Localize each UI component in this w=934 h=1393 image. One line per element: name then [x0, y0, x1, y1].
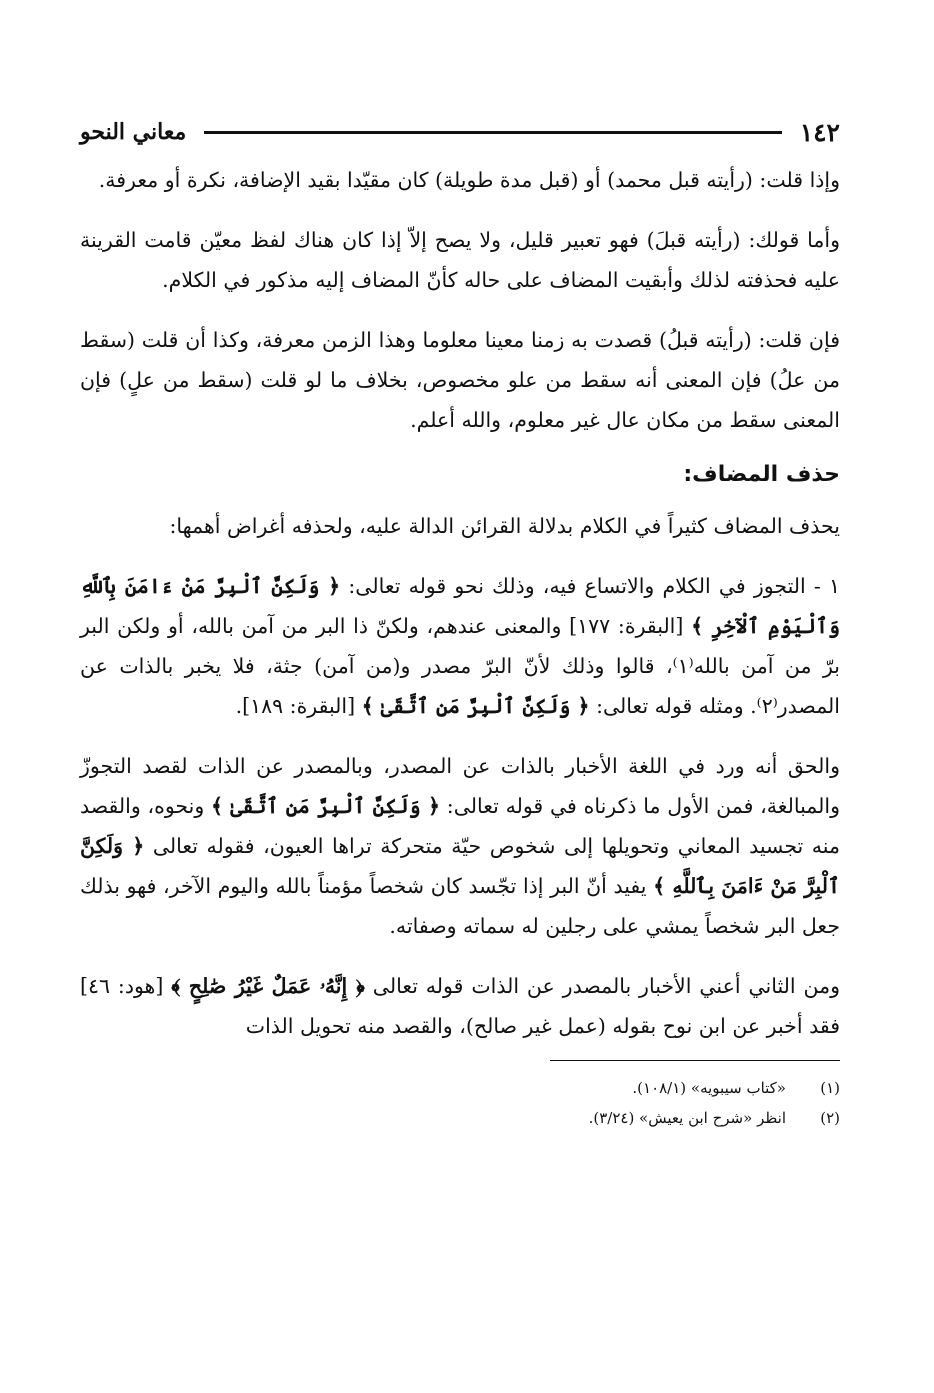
paragraph-second [80, 966, 840, 1046]
page-header [80, 112, 840, 152]
quran-verse-2: ﴿ وَلَكِنَّ ٱلْبِرَّ مَنِ ٱتَّقَىٰ ﴾ [361, 694, 590, 718]
truth-text-a: والحق أنه ورد في اللغة الأخبار بالذات عن المصدر، وبالمصدر عن الذات لقصد التجوزّ والمبالغة، فمن الأول ما ذكرناه في قوله تعالى: [80, 754, 840, 818]
quran-verse-1: ﴿ وَلَكِنَّ ٱلْبِرَّ مَنْ ءَامَنَ بِٱللَّهِ وَٱلْيَوْمِ ٱلْآخِرِ ﴾ [80, 574, 840, 638]
quran-verse-5: ﴿ إِنَّهُۥ عَمَلٌ غَيْرُ صَٰلِحٍ ﴾ [171, 974, 365, 998]
book-title: معاني النحو [80, 119, 187, 145]
paragraph-1: وإذا قلت: (رأيته قبل محمد) أو (قبل مدة طويلة) كان مقيّدا بقيد الإضافة، نكرة أو معرفة. [98, 168, 840, 192]
paragraph-3: فإن قلت: (رأيته قبلُ) قصدت به زمنا معينا معلوما وهذا الزمن معرفة، وكذا أن قلت (سقط من علُ) فإن المعنى أنه سقط من علو مخصوص، بخلاف ما لو قلت (سقط من علٍ) فإن المعنى سقط من مكان عال غير معلوم، والله أعلم. [80, 328, 840, 432]
footnote-text: «كتاب سيبويه» (١٠٨/١). [632, 1079, 786, 1097]
paragraph-2: وأما قولك: (رأيته قبلَ) فهو تعبير قليل، ولا يصح إلاّ إذا كان هناك لفظ معيّن قامت القرينة عليه فحذفته لذلك وأبقيت المضاف على حاله كأنّ المضاف إليه مذكور في الكلام. [80, 228, 840, 292]
point-1 [80, 566, 840, 726]
second-text-a: ومن الثاني أعني الأخبار بالمصدر عن الذات قوله تعالى [372, 974, 840, 998]
page-number: ١٤٢ [799, 117, 840, 147]
book-page [80, 112, 840, 1312]
truth-text-c: يفيد أنّ البر إذا تجّسد كان شخصاً مؤمناً بالله واليوم الآخر، فهو بذلك جعل البر شخصاً يمشي على رجلين له سماته وصفاته. [80, 874, 840, 938]
point-1-text-c: [البقرة: ١٨٩]. [235, 694, 356, 718]
footnote-number: (٢) [820, 1109, 840, 1127]
paragraph-truth [80, 746, 840, 946]
footnote-number: (١) [820, 1079, 840, 1097]
footnotes [80, 1060, 840, 1133]
footnote-text: انظر «شرح ابن يعيش» (٣/٢٤). [588, 1109, 786, 1127]
quran-verse-4: ﴿ وَلَكِنَّ ٱلْبِرَّ مَنْ ءَامَنَ بِٱللَّهِ ﴾ [80, 834, 840, 898]
footnote-1 [80, 1073, 840, 1103]
second-text-b: [هود: ٤٦] فقد أخبر عن ابن نوح بقوله (عمل غير صالح)، والقصد منه تحويل الذات [80, 974, 840, 1038]
point-1-text-b: [البقرة: ١٧٧] والمعنى عندهم، ولكنّ ذا البر من آمن بالله، أو ولكن البر برّ من آمن بالله⁽١⁾، قالوا وذلك لأنّ البرّ مصدر و(من آمن) جثة، فلا يخبر بالذات عن المصدر⁽٢⁾. ومثله قوله تعالى: [80, 614, 840, 718]
truth-text-b: ونحوه، والقصد منه تجسيد المعاني وتحويلها إلى شخوص حيّة متحركة تراها العيون، فقوله تعالى [80, 794, 840, 858]
quran-verse-3: ﴿ وَلَكِنَّ ٱلْبِرَّ مَنِ ٱتَّقَىٰ ﴾ [211, 794, 441, 818]
section-heading: حذف المضاف: [683, 462, 840, 487]
footnote-rule [550, 1060, 840, 1061]
footnote-2 [80, 1103, 840, 1133]
point-1-text-a: ١ - التجوز في الكلام والاتساع فيه، وذلك نحو قوله تعالى: [348, 574, 840, 598]
section-intro: يحذف المضاف كثيراً في الكلام بدلالة القرائن الدالة عليه، ولحذفه أغراض أهمها: [169, 514, 840, 538]
header-rule [204, 131, 781, 134]
